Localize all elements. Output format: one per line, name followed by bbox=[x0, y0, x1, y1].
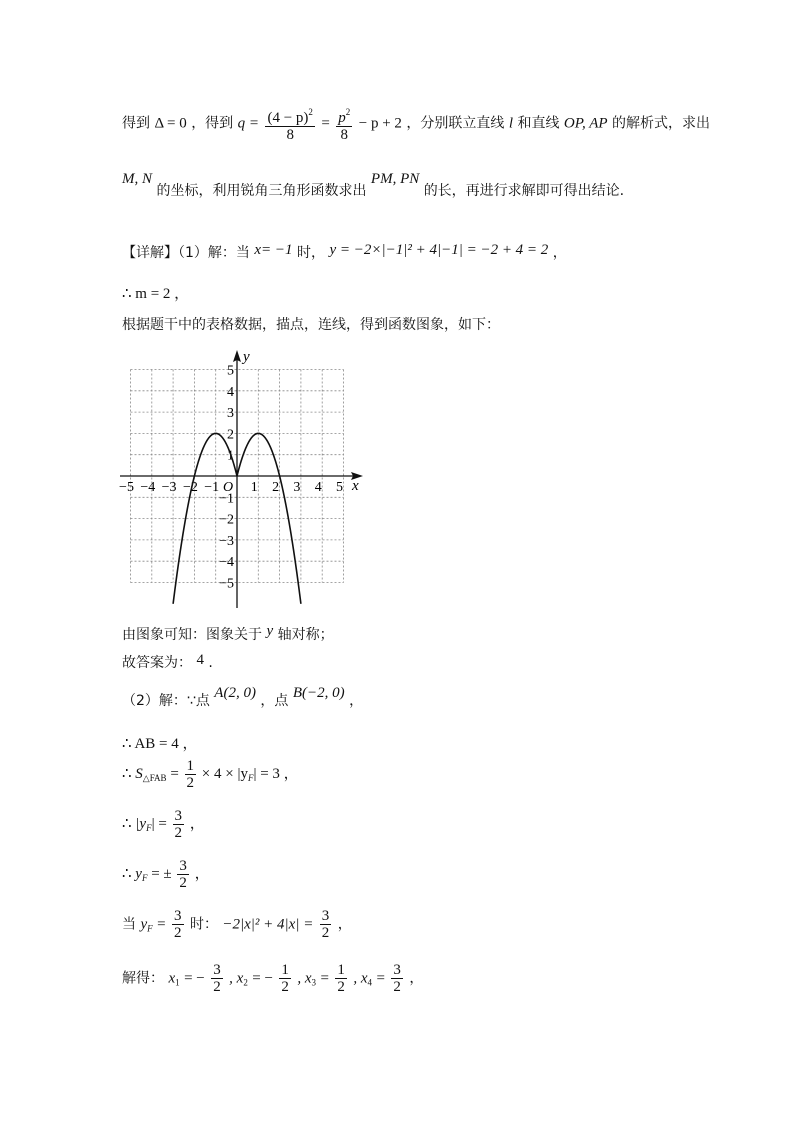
text-line-3: 【详解】（1）解：当 x= −1 时， y = −2×|−1|² + 4|−1| = −2 + 4 = 2 ， bbox=[122, 242, 567, 261]
x-tick-label: 3 bbox=[293, 480, 301, 495]
x-tick-label: 1 bbox=[250, 480, 258, 495]
y-tick-label: 4 bbox=[227, 384, 234, 400]
x-tick-label: −5 bbox=[119, 480, 134, 495]
y-tick-label: −3 bbox=[219, 533, 234, 549]
y-tick-label: 2 bbox=[227, 427, 234, 443]
fraction: $\frac{p^2}{8}$ bbox=[336, 104, 352, 143]
tick-labels bbox=[119, 364, 343, 592]
text-line-8: （2）解：∵点 A(2, 0) ，点 B(−2, 0) ， bbox=[122, 685, 364, 709]
x-tick-label: −3 bbox=[161, 480, 177, 495]
fraction: $\frac{3}{2}$ bbox=[321, 908, 330, 941]
y-tick-label: −2 bbox=[219, 512, 234, 528]
text-line-9: ∴ AB = 4 ， bbox=[122, 736, 198, 752]
fraction: $\frac{3}{2}$ bbox=[174, 808, 183, 841]
y-tick-label: 1 bbox=[227, 448, 234, 464]
y-tick-label: −1 bbox=[219, 491, 234, 507]
fraction: $\frac{1}{2}$ bbox=[186, 758, 195, 791]
text-line-14: 解得： $x_1$ = − $\frac{3}{2}$ , $x_2$ = − $\frac{1}{2}$ , $x_3$ = $\frac{1}{2}$ , $x_4$ = $\frac{3}{2}$ ， bbox=[122, 962, 424, 995]
fraction: $\frac{1}{2}$ bbox=[337, 962, 345, 995]
fraction: $\frac{3}{2}$ bbox=[393, 962, 401, 995]
text-line-6: 由图象可知：图象关于 y 轴对称； bbox=[122, 623, 334, 643]
text-line-12: ∴ $y_F$ = ± $\frac{3}{2}$ ， bbox=[122, 858, 210, 891]
x-tick-label: 2 bbox=[272, 480, 280, 495]
text: 得到 bbox=[122, 115, 150, 132]
text-line-5: 根据题干中的表格数据，描点，连线，得到函数图象，如下： bbox=[122, 317, 500, 333]
x-tick-label: −4 bbox=[140, 480, 156, 495]
y-axis-label: y bbox=[243, 350, 250, 365]
y-tick-label: −4 bbox=[219, 555, 234, 571]
fraction: $\frac{(4 - p)^2}{8}$ bbox=[265, 104, 314, 143]
text-line-4: ∴ m = 2 ， bbox=[122, 286, 190, 302]
x-tick-label: −1 bbox=[204, 480, 220, 495]
fraction: $\frac{1}{2}$ bbox=[281, 962, 289, 995]
x-axis-label: x bbox=[352, 478, 359, 494]
y-tick-label: 5 bbox=[227, 363, 234, 379]
function-graph bbox=[115, 350, 375, 620]
text-line-11: ∴ $|y_F|$ = $\frac{3}{2}$ ， bbox=[122, 808, 205, 841]
text-line-10: ∴ $S_{\triangle FAB}$ = $\frac{1}{2}$ × $4 \times |y_F| = 3$ ， bbox=[122, 758, 299, 791]
text-line-1: 得到 Δ = 0 ，得到 q = $\frac{(4 - p)^2}{8}$ = $\frac{p^2}{8}$ − p + 2 ，分别联立直线 l 和直线 OP, AP 的解析式，求出 bbox=[122, 104, 710, 143]
formula-delta: Δ = 0 bbox=[154, 115, 187, 132]
fraction: $\frac{3}{2}$ bbox=[179, 858, 187, 891]
origin-label: O bbox=[223, 480, 234, 495]
text-line-13: 当 $y_F$ = $\frac{3}{2}$ 时： −2|x|² + 4|x| = $\frac{3}{2}$ ， bbox=[122, 908, 352, 941]
x-tick-label: 4 bbox=[314, 480, 322, 495]
axes bbox=[120, 350, 363, 608]
x-tick-label: 5 bbox=[336, 480, 343, 495]
y-tick-label: 3 bbox=[227, 406, 234, 422]
fraction: $\frac{3}{2}$ bbox=[174, 908, 182, 941]
formula-mn: M, N bbox=[122, 171, 152, 187]
text-line-2: M, N 的坐标，利用锐角三角形函数求出 PM, PN 的长，再进行求解即可得出结论. bbox=[122, 171, 625, 199]
fraction: $\frac{3}{2}$ bbox=[213, 962, 221, 995]
y-tick-label: −5 bbox=[219, 576, 234, 592]
formula-q: q = bbox=[237, 115, 260, 132]
text: ，得到 bbox=[191, 115, 234, 132]
x-tick-label: −2 bbox=[182, 480, 198, 495]
text-line-7: 故答案为： 4 . bbox=[122, 652, 213, 671]
